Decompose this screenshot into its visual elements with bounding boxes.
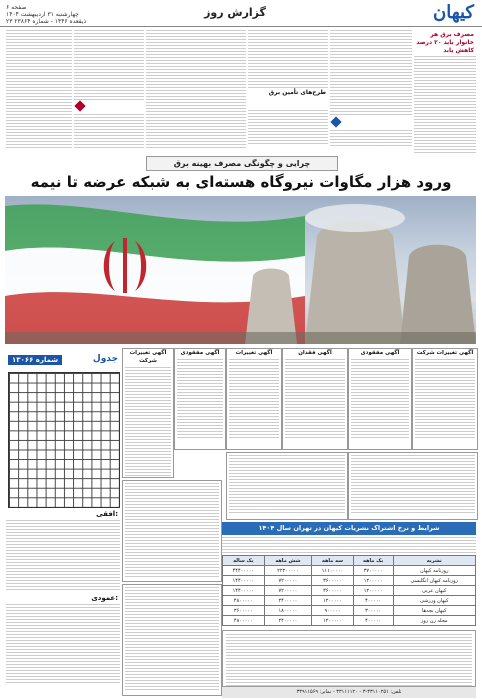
feature-photo — [5, 196, 476, 344]
rates-table: یک ساله شش ماهه سه ماهه یک ماهه نشریه ۴۴۴۰۰۰۰۰ ۲۲۲۰۰۰۰۰ ۱۱۱۰۰۰۰۰ ۳۷۰۰۰۰۰ روزنامه کیهان ۱۴۴۰۰۰۰۰ ۷۲۰۰۰۰۰ ۳۶۰۰۰۰۰ ۱۲۰۰۰۰۰ روزنامه کیهان انگلیسی ۱۴۴۰۰۰۰۰ ۷۲۰۰۰۰۰ ۳۶۰۰۰۰۰ ۱۲۰۰۰۰۰ کیهان عربی ۴۸۰۰۰۰۰ ۲۴۰۰۰۰۰ ۱۲۰۰۰۰۰ ۴۰۰۰۰۰ کیهان ورزشی ۳۶۰۰۰۰۰ ۱۸۰۰۰۰۰ ۹۰۰۰۰۰ ۳۰۰۰۰۰ کیهان بچه‌ها ۴۸۰۰۰۰۰ ۲۴۰۰۰۰۰ ۱۲۰۰۰۰۰ ۴۰۰۰۰۰ مجله زن روز — [222, 555, 476, 626]
table-row: ۳۶۰۰۰۰۰ ۱۸۰۰۰۰۰ ۹۰۰۰۰۰ ۳۰۰۰۰۰ کیهان بچه‌ها — [223, 606, 476, 616]
feature-kicker-bar — [6, 156, 476, 170]
feature-kicker: چرایی و چگونگی مصرف بهینه برق — [146, 156, 338, 171]
table-row: ۴۴۴۰۰۰۰۰ ۲۲۲۰۰۰۰۰ ۱۱۱۰۰۰۰۰ ۳۷۰۰۰۰۰ روزنامه کیهان — [223, 566, 476, 576]
crossword-header — [6, 352, 120, 370]
rates-title: شرایط و نرخ اشتراک نشریات کیهان در تهران سال ۱۴۰۴ — [222, 522, 476, 535]
ad-notice: آگهی مفقودی — [174, 348, 226, 450]
ad-notice — [348, 452, 478, 520]
cooling-tower — [400, 245, 476, 344]
text-column — [330, 30, 412, 148]
crossword-grid[interactable] — [8, 372, 120, 508]
crossword-title: جدول — [92, 354, 118, 364]
steam-cloud — [305, 204, 405, 232]
column-subhead: مصرف برق هر خانوار باید ۲۰ درصد کاهش یابد — [416, 31, 474, 54]
ad-notice: آگهی فقدان — [282, 348, 348, 450]
table-row: ۱۴۴۰۰۰۰۰ ۷۲۰۰۰۰۰ ۳۶۰۰۰۰۰ ۱۲۰۰۰۰۰ کیهان عربی — [223, 586, 476, 596]
text-column — [6, 30, 72, 148]
ad-notice — [226, 452, 348, 520]
bullet-icon — [330, 116, 341, 127]
section-title: گزارش روز — [204, 6, 266, 19]
table-row: ۴۸۰۰۰۰۰ ۲۴۰۰۰۰۰ ۱۲۰۰۰۰۰ ۴۰۰۰۰۰ مجله زن روز — [223, 616, 476, 626]
ad-notice: آگهی مفقودی — [348, 348, 412, 450]
across-label: افقی: — [96, 510, 118, 518]
ad-notice: آگهی تغییرات — [226, 348, 282, 450]
text-column — [146, 30, 246, 148]
cooling-tower — [305, 221, 405, 344]
table-row: ۴۸۰۰۰۰۰ ۲۴۰۰۰۰۰ ۱۲۰۰۰۰۰ ۴۰۰۰۰۰ کیهان ورزشی — [223, 596, 476, 606]
crossword-number: شماره ۱۳۰۶۶ — [8, 355, 62, 365]
bullet-icon — [74, 100, 85, 111]
date-line-hijri: ۲۳ ذیقعده ۱۴۴۶ - شماره ۲۳۸۶۴ — [6, 18, 87, 25]
ad-notice: آگهی تغییرات شرکت — [122, 348, 174, 478]
date-line: چهارشنبه ۳۱ اردیبهشت ۱۴۰۴ — [6, 11, 79, 18]
crossword-clues — [6, 508, 120, 684]
power-plant-illustration — [5, 196, 476, 344]
masthead — [0, 0, 482, 27]
down-label: عمودی: — [91, 594, 118, 602]
page-number: صفحه ۶ — [6, 4, 27, 11]
feature-headline: ورود هزار مگاوات نیروگاه هسته‌ای به شبکه عرضه تا نیمه — [30, 173, 452, 191]
ad-notice — [122, 584, 222, 696]
kayhan-logo: کیهان — [432, 2, 474, 23]
table-row: ۱۴۴۰۰۰۰۰ ۷۲۰۰۰۰۰ ۳۶۰۰۰۰۰ ۱۲۰۰۰۰۰ روزنامه کیهان انگلیسی — [223, 576, 476, 586]
rates-footer: تلفن: ۳۳۱۱۰۲۵۱-۳ - ۳۳۱۱۱۱۲۰ - نمابر: ۳۳۹۱۱۵۶۹ — [222, 686, 476, 698]
text-column — [248, 30, 328, 148]
ad-notice — [122, 480, 222, 582]
ad-notice: آگهی تغییرات شرکت — [412, 348, 478, 450]
ground — [5, 332, 476, 344]
text-column — [74, 30, 144, 148]
column-subhead: طرح‌های تأمین برق — [268, 89, 326, 96]
text-column — [414, 30, 476, 152]
masthead-dates — [6, 4, 86, 25]
subscription-rates — [222, 522, 476, 696]
